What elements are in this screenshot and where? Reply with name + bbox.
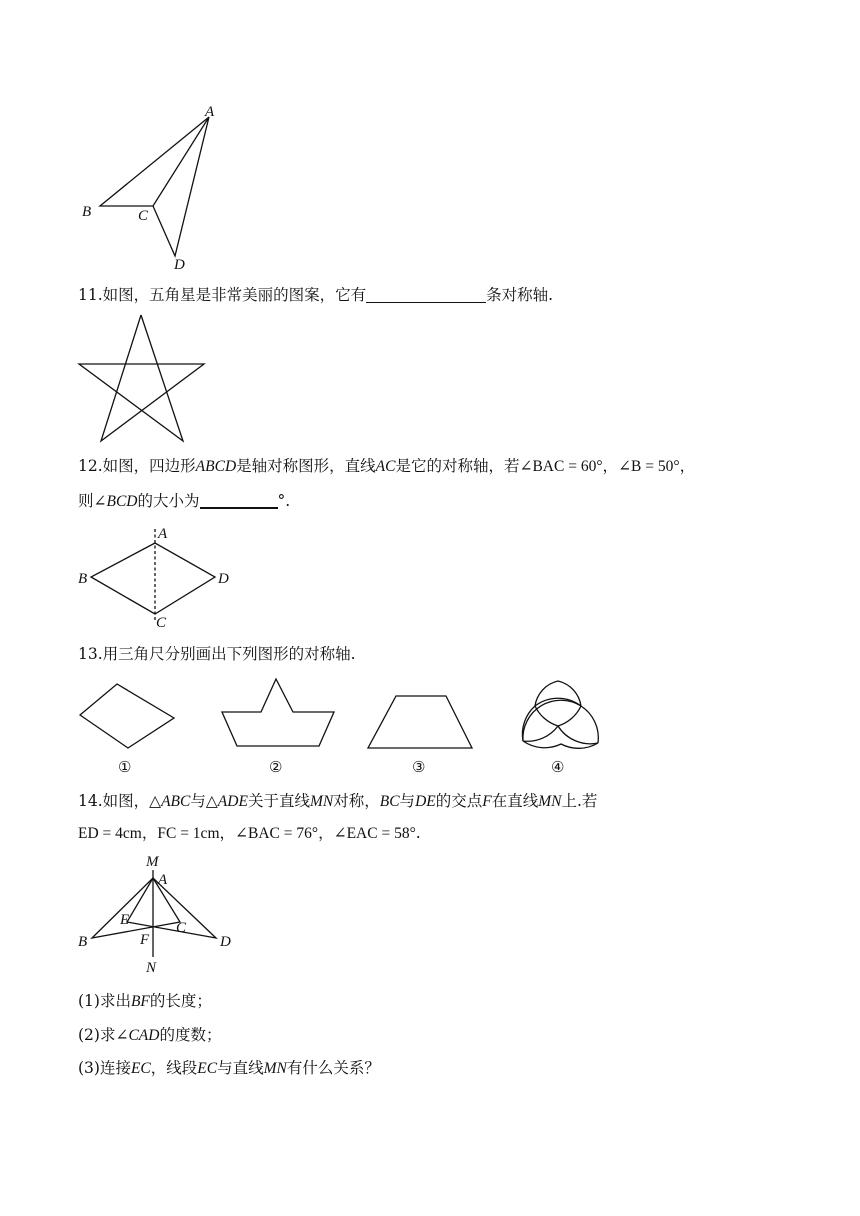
q14-label-a: A [158, 872, 168, 888]
q14-label-e: E [120, 912, 130, 928]
kite-outline [91, 543, 215, 614]
q14-label-f: F [140, 932, 150, 948]
q14-text-line1: 14.如图，△ABC与△ADE关于直线MN对称，BC与DE的交点F在直线MN上.若 [78, 792, 598, 810]
q14-sub1: (1)求出BF的长度； [78, 992, 212, 1010]
q12-label-d: D [218, 571, 229, 587]
q14-label-n: N [146, 960, 157, 976]
q10-label-a: A [205, 104, 215, 120]
q14-label-d: D [220, 934, 231, 950]
q11-text: 11.如图，五角星是非常美丽的图案，它有 条对称轴. [78, 286, 554, 304]
q12-label-b: B [78, 571, 88, 587]
caption-1: ① [118, 760, 132, 776]
q12-text-line2: 则∠BCD的大小为 °. [78, 492, 291, 510]
q12-kite-figure [78, 525, 248, 635]
caption-4: ④ [551, 760, 565, 776]
q12-label-a: A [158, 526, 168, 542]
caption-2: ② [269, 760, 283, 776]
q14-sub2: (2)求∠CAD的度数； [78, 1026, 222, 1044]
q14-figure [76, 852, 246, 977]
q13-figures [76, 676, 616, 776]
star-outline [79, 315, 204, 441]
shape3-trapezoid [368, 696, 472, 748]
q13-text: 13.用三角尺分别画出下列图形的对称轴. [78, 645, 356, 663]
q12-answer-blank[interactable] [200, 491, 278, 509]
q12-label-c: C [156, 615, 167, 631]
q14-text-line2: ED = 4cm，FC = 1cm，∠BAC = 76°，∠EAC = 58°. [78, 824, 421, 842]
q10-label-b: B [82, 204, 92, 220]
q14-label-b: B [78, 934, 88, 950]
q14-label-c: C [176, 920, 187, 936]
q11-answer-blank[interactable] [366, 286, 486, 303]
shape2-boat [222, 679, 334, 746]
shape4-trefoil [522, 681, 598, 748]
q10-label-c: C [138, 208, 149, 224]
q10-label-d: D [174, 257, 185, 273]
q11-star-figure [76, 312, 216, 447]
q10-figure [78, 100, 238, 273]
shape1-kite [80, 684, 174, 748]
caption-3: ③ [412, 760, 426, 776]
q14-sub3: (3)连接EC，线段EC与直线MN有什么关系？ [78, 1059, 380, 1077]
q12-text-line1: 12.如图，四边形ABCD是轴对称图形，直线AC是它的对称轴，若∠BAC = 60°，∠B = 50°， [78, 457, 696, 475]
q14-label-m: M [146, 854, 159, 870]
q10-outline [100, 117, 209, 256]
